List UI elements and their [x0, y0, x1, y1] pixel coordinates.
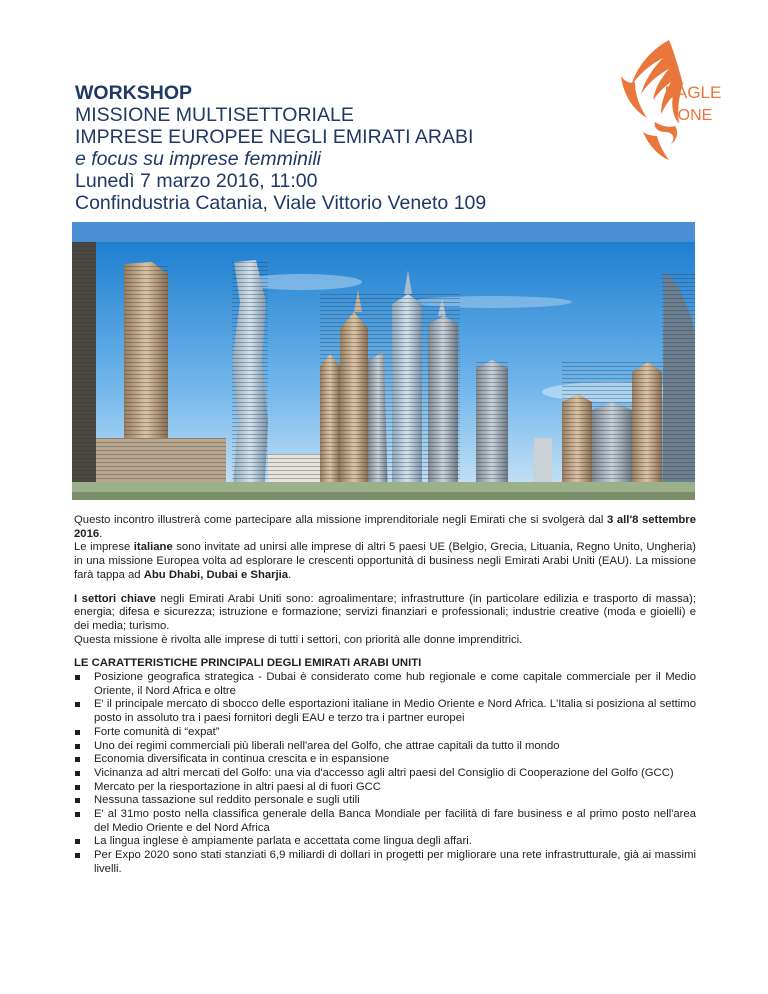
bullet-icon [75, 798, 80, 803]
invitation-paragraph [74, 541, 696, 582]
bullet-icon [75, 812, 80, 817]
list-item: Mercato per la riesportazione in altri paesi al di fuori GCC [74, 781, 696, 795]
logo-word-one: ONE [677, 107, 713, 124]
invitation-text-end: . [288, 568, 292, 581]
header-focus: e focus su imprese femminili [75, 148, 321, 170]
header-venue: Confindustria Catania, Viale Vittorio Veneto 109 [75, 192, 487, 214]
intro-paragraph [74, 514, 696, 541]
intro-text: Questo incontro illustrerà come partecipare alla missione imprenditoriale negli Emirati che si svolgerà dal [74, 514, 608, 526]
list-item: Nessuna tassazione sul reddito personale e sugli utili [74, 794, 696, 808]
eagle-icon [603, 36, 721, 168]
list-item: Per Expo 2020 sono stati stanziati 6,9 miliardi di dollari in progetti per migliorare una rete infrastrutturale, già ai massimi livelli. [74, 849, 696, 876]
list-item: Economia diversificata in continua crescita e in espansione [74, 753, 696, 767]
list-item: La lingua inglese è ampiamente parlata e accettata come lingua degli affari. [74, 835, 696, 849]
invitation-text-mid: sono invitate ad unirsi alle imprese di altri 5 paesi UE (Belgio, Grecia, Lituania, Regno Unito, Ungheria) in una missione Europea volta ad esplorare le crescenti opportunità di business negli Emirati Arabi Uniti (EAU). La missione farà tappa ad [74, 541, 696, 581]
eagle-one-logo [603, 36, 721, 168]
bullet-icon [75, 702, 80, 707]
invitation-italiane: italiane [133, 541, 173, 554]
list-item: E' al 31mo posto nella classifica generale della Banca Mondiale per facilità di fare business e al primo posto nell'area del Medio Oriente e del Nord Africa [74, 808, 696, 835]
bullet-icon [75, 675, 80, 680]
sectors-text: negli Emirati Arabi Uniti sono: agroalimentare; infrastrutture (in particolare edilizia e trasporto di massa); energia; difesa e sicurezza; istruzione e formazione; servizi finanziari e professionali; industrie creative (moda e gioielli) e dei media; turismo. [74, 592, 696, 632]
logo-word-eagle: EAGLE [664, 83, 721, 102]
intro-text-end: . [99, 527, 103, 540]
list-item: Posizione geografica strategica - Dubai è considerato come hub regionale e come capitale commerciale per il Medio Oriente, il Nord Africa e oltre [74, 671, 696, 698]
bullet-icon [75, 730, 80, 735]
intro-dates: 3 all'8 settembre 2016 [74, 514, 696, 540]
bullet-icon [75, 853, 80, 858]
bullet-icon [75, 744, 80, 749]
dubai-skyline-photo [72, 242, 695, 500]
list-item: Vicinanza ad altri mercati del Golfo: una via d'accesso agli altri paesi del Consiglio di Cooperazione del Golfo (GCC) [74, 767, 696, 781]
invitation-text: Le imprese [74, 541, 134, 554]
invitation-cities: Abu Dhabi, Dubai e Sharjia [143, 568, 289, 581]
header-mission: MISSIONE MULTISETTORIALE [75, 104, 354, 126]
list-item: Uno dei regimi commerciali più liberali nell'area del Golfo, che attrae capitali da tutto il mondo [74, 740, 696, 754]
sectors-lead: I settori chiave [74, 592, 156, 605]
bullet-icon [75, 771, 80, 776]
list-item: E' il principale mercato di sbocco delle esportazioni italiane in Medio Oriente e Nord Africa. L'Italia si posiziona al settimo posto in assoluto tra i paesi fornitori degli EAU e terzo tra i partner europei [74, 698, 696, 725]
bullet-icon [75, 757, 80, 762]
workshop-header [75, 82, 575, 214]
header-date: Lunedì 7 marzo 2016, 11:00 [75, 170, 318, 192]
sectors-paragraph [74, 593, 696, 634]
body-content [74, 514, 696, 877]
features-list [74, 671, 696, 877]
list-item: Forte comunità di “expat” [74, 726, 696, 740]
priority-note: Questa missione è rivolta alle imprese di tutti i settori, con priorità alle donne imprenditrici. [74, 633, 523, 646]
blue-banner-bar [72, 222, 695, 242]
bullet-icon [75, 839, 80, 844]
header-workshop: WORKSHOP [75, 82, 192, 104]
bullet-icon [75, 785, 80, 790]
header-companies: IMPRESE EUROPEE NEGLI EMIRATI ARABI [75, 126, 474, 148]
features-heading: LE CARATTERISTICHE PRINCIPALI DEGLI EMIRATI ARABI UNITI [74, 657, 422, 670]
